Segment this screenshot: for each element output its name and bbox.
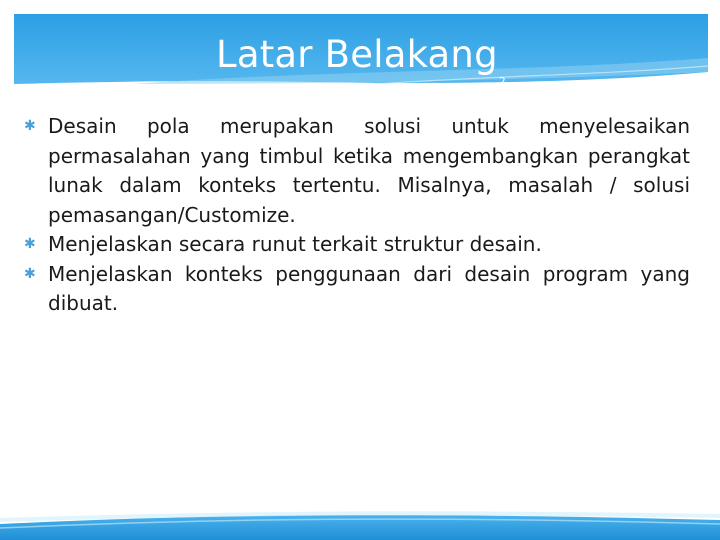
bullet-text: Menjelaskan konteks penggunaan dari desain program yang dibuat. [48,261,690,315]
title-banner [14,14,708,84]
slide-title-text: Latar Belakang [216,33,498,76]
bullet-list [20,112,690,319]
bullet-item [20,260,690,319]
bottom-wave-graphic [0,508,720,540]
slide-title [14,33,708,84]
slide-title-subscript: 2 [498,75,506,84]
bullet-text: Desain pola merupakan solusi untuk menyelesaikan permasalahan yang timbul ketika mengembangkan perangkat lunak dalam konteks tertentu. Misalnya, masalah / solusi pemasangan/Customize. [48,114,690,227]
bullet-item [20,112,690,230]
asterisk-bullet-icon: ✱ [24,265,36,282]
bullet-text: Menjelaskan secara runut terkait struktur desain. [48,232,542,256]
bullet-item [20,230,690,260]
asterisk-bullet-icon: ✱ [24,118,36,134]
asterisk-bullet-icon: ✱ [24,236,36,252]
bottom-wave-band [0,508,720,540]
